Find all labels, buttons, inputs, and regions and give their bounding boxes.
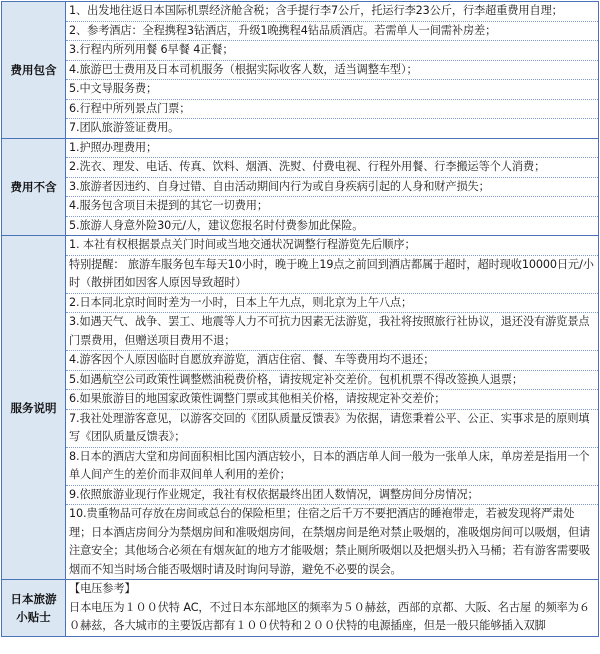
excluded-label: 费用不含	[2, 138, 66, 236]
list-item: 1. 本社有权根据景点关门时间或当地交通状况调整行程游览先后顺序；	[66, 236, 598, 256]
list-item: 4.游客因个人原因临时自愿放弃游览，酒店住宿、餐、车等费用均不退还；	[66, 351, 598, 371]
notes-list	[66, 236, 599, 580]
tips-heading: 【电压参考】	[69, 582, 136, 595]
list-item: 特别提醒： 旅游车服务包车每天10小时，晚于晚上19点之前回到酒店都属于超时，超时现收10000日元/小时（散拼团如因客人原因导致超时）	[66, 256, 598, 294]
notes-label: 服务说明	[2, 236, 66, 580]
list-item: 4.旅游巴士费用及日本司机服务（根据实际收客人数，适当调整车型）；	[66, 61, 598, 81]
tips-text: 日本电压为１００伏特 AC，不过日本东部地区的频率为５０赫兹，西部的京都、大阪、名古屋 的频率为６０赫兹，各大城市的主要饭店都有１００伏特和２００伏特的电源插座，但是一般只能够插入双脚	[69, 600, 590, 632]
list-item: 6.如果旅游目的地国家政策性调整门票或其他相关价格，请按规定补交差价；	[66, 390, 598, 410]
list-item: 1.护照办理费用；	[66, 139, 598, 159]
included-row	[2, 2, 599, 139]
list-item: 2.洗衣、理发、电话、传真、饮料、烟酒、洗熨、付费电视、行程外用餐、行李搬运等个人消费；	[66, 158, 598, 178]
list-item: 3.行程内所列用餐 6早餐 4正餐；	[66, 41, 598, 61]
list-item: 2.日本同北京时间时差为一小时，日本上午九点，则北京为上午八点；	[66, 294, 598, 314]
list-item: 4.服务包含项目未提到的其它一切费用；	[66, 197, 598, 217]
itinerary-info-table	[1, 1, 599, 637]
list-item: 9.依照旅游业现行作业规定，我社有权依据最终出团人数情况，调整房间分房情况；	[66, 486, 598, 506]
list-item: 6.行程中所列景点门票；	[66, 100, 598, 120]
list-item: 8.日本的酒店大堂和房间面积相比国内酒店较小，日本的酒店单人间一般为一张单人床，单房差是指用一个单人间产生的差价而非双间单人利用的差价；	[66, 448, 598, 486]
tips-label-line1: 日本旅游	[10, 591, 57, 606]
excluded-list	[66, 138, 599, 236]
list-item: 7.团队旅游签证费用。	[69, 121, 180, 134]
list-item: 5.中文导服务费；	[66, 80, 598, 100]
excluded-row	[2, 138, 599, 236]
tips-row	[2, 580, 599, 637]
list-item: 5.旅游人身意外险30元/人，建议您报名时付费参加此保险。	[69, 218, 364, 232]
tips-content	[66, 580, 599, 637]
list-item: 1、出发地往返日本国际机票经济舱含税；含手提行李7公斤，托运行李23公斤，行李超重费用自理；	[66, 2, 598, 22]
list-item: 3.如遇天气、战争、罢工、地震等人力不可抗力因素无法游览，我社将按照旅行社协议，退还没有游览景点门票费用，但赠送项目费用不退；	[66, 313, 598, 351]
list-item: 10.贵重物品可存放在房间或总台的保险柜里；住宿之后千万不要把酒店的睡袍带走，若被发现将严肃处理；日本酒店房间分为禁烟房间和准吸烟房间，在禁烟房间是绝对禁止吸烟的，准吸烟房间可以吸烟，但请注意安全；其他场合必须在有烟灰缸的地方才能吸烟；禁止厕所吸烟以及把烟头扔入马桶；若有游客需要吸烟而不知当时场合能否吸烟时请及时询问导游，避免不必要的误会。	[69, 507, 591, 576]
list-item: 3.旅游者因违约、自身过错、自由活动期间内行为或自身疾病引起的人身和财产损失；	[66, 178, 598, 198]
tips-label	[2, 580, 66, 637]
list-item: 7.我社处理游客意见，以游客交回的《团队质量反馈表》为依据，请您秉着公平、公正、实事求是的原则填写《团队质量反馈表》；	[66, 410, 598, 448]
included-list	[66, 2, 599, 139]
list-item: 2、参考酒店：全程携程3钻酒店，升级1晚携程4钻品质酒店。若需单人一间需补房差；	[66, 22, 598, 42]
notes-row	[2, 236, 599, 580]
included-label: 费用包含	[2, 2, 66, 139]
tips-label-line2: 小贴士	[16, 609, 51, 624]
list-item: 5.如遇航空公司政策性调整燃油税费价格，请按规定补交差价。包机机票不得改签换人退票；	[66, 371, 598, 391]
